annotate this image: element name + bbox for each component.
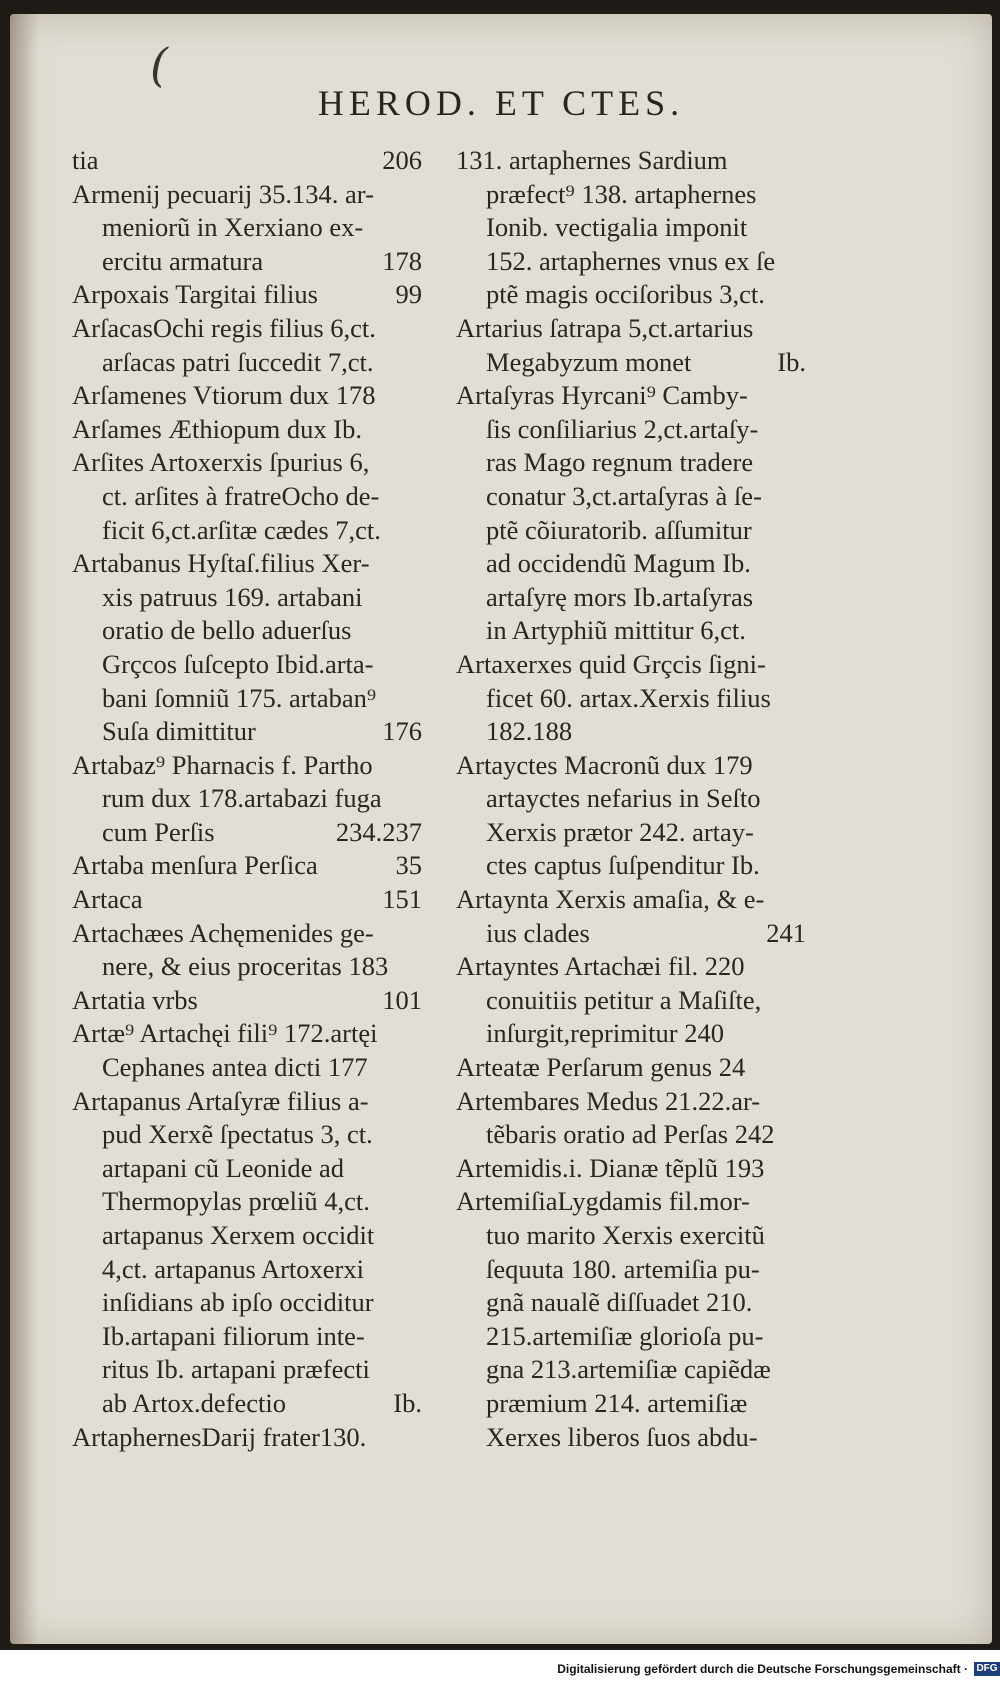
index-entry-line (456, 1421, 806, 1455)
book-page (10, 14, 992, 1644)
index-entry-text: Arſamenes Vtiorum dux 178 (72, 380, 376, 411)
running-title: HEROD. ET CTES. (317, 83, 685, 123)
index-entry-text: Artayntes Artachæi fil. 220 (456, 951, 745, 982)
index-entry-line (456, 480, 806, 514)
index-entry-line (72, 1017, 422, 1051)
index-entry-line (72, 1185, 422, 1219)
index-entry-line (456, 278, 806, 312)
index-entry-line (72, 581, 422, 615)
index-entry-text: ficet 60. artax.Xerxis filius (486, 682, 771, 713)
index-entry-line (72, 1219, 422, 1253)
index-entry-text: bani ſomniũ 175. artaban⁹ (102, 682, 377, 713)
index-entry-line (72, 614, 422, 648)
index-entry-text: xis patruus 169. artabani (102, 581, 363, 612)
index-entry-text: ArtemiſiaLygdamis fil.mor- (456, 1186, 750, 1217)
index-entry-line (72, 312, 422, 346)
index-entry-text: Arſames Æthiopum dux Ib. (72, 413, 362, 444)
index-entry-line (456, 211, 806, 245)
index-entry-line (456, 1017, 806, 1051)
index-entry-text: præfect⁹ 138. artaphernes (486, 178, 757, 209)
index-entry-text: ras Mago regnum tradere (486, 447, 754, 478)
index-entry-line (72, 682, 422, 716)
index-entry-line (72, 278, 422, 312)
index-entry-line (72, 178, 422, 212)
index-entry-line (456, 1085, 806, 1119)
index-entry-text: ptẽ magis occiſoribus 3,ct. (486, 279, 765, 310)
index-entry-line (72, 1152, 422, 1186)
index-entry-text: artayctes nefarius in Seſto (486, 783, 761, 814)
index-entry-line (456, 581, 806, 615)
index-entry-line (72, 144, 422, 178)
index-entry-line (456, 1353, 806, 1387)
index-entry-text: Arpoxais Targitai filius (72, 279, 318, 310)
index-entry-line (456, 245, 806, 279)
footer-credit (557, 1654, 1000, 1684)
index-entry-text: in Artyphiũ mittitur 6,ct. (486, 615, 746, 646)
index-entry-text: Artaſyras Hyrcani⁹ Camby- (456, 380, 748, 411)
index-entry-line (456, 413, 806, 447)
footer-credit-text: Digitalisierung gefördert durch die Deutsche Forschungsgemeinschaft · (557, 1662, 968, 1676)
index-entry-line (456, 917, 806, 951)
index-entry-text: Artemidis.i. Dianæ tẽplũ 193 (456, 1152, 765, 1183)
index-entry-line (456, 312, 806, 346)
index-entry-text: artapani cũ Leonide ad (102, 1152, 345, 1183)
index-page-number: 35 (395, 850, 422, 881)
index-entry-text: rum dux 178.artabazi fuga (102, 783, 382, 814)
index-entry-text: Artembares Medus 21.22.ar- (456, 1085, 761, 1116)
index-entry-line (456, 883, 806, 917)
index-entry-text: cum Perſis (102, 816, 215, 847)
index-entry-line (456, 1118, 806, 1152)
index-entry-text: gna 213.artemiſiæ capiẽdæ (486, 1354, 771, 1385)
index-page-number: 206 (382, 145, 422, 175)
index-entry-text: Ib.artapani filiorum inte- (102, 1320, 365, 1351)
index-entry-text: Artabanus Hyſtaſ.filius Xer- (72, 548, 370, 579)
index-column-right (456, 144, 806, 1454)
index-entry-line (72, 413, 422, 447)
index-entry-line (456, 1320, 806, 1354)
index-entry-text: inſidians ab ipſo occiditur (102, 1287, 374, 1318)
index-page-number: 176 (382, 716, 422, 747)
index-page-number: 234.237 (335, 816, 422, 847)
index-entry-text: Artarius ſatrapa 5,ct.artarius (456, 312, 754, 343)
index-entry-text: Xerxes liberos ſuos abdu- (486, 1421, 758, 1452)
index-entry-text: Ionib. vectigalia imponit (486, 212, 748, 243)
index-entry-text: ius clades (486, 917, 590, 948)
index-entry-text: meniorũ in Xerxiano ex- (102, 212, 364, 243)
index-entry-line (72, 245, 422, 279)
index-entry-line (72, 849, 422, 883)
index-entry-text: ritus Ib. artapani præfecti (102, 1354, 370, 1385)
index-entry-line (72, 1118, 422, 1152)
index-entry-line (456, 849, 806, 883)
index-entry-text: Artapanus Artaſyræ filius a- (72, 1085, 369, 1116)
margin-mark: ( (150, 38, 168, 92)
index-entry-line (72, 480, 422, 514)
index-entry-text: ab Artox.defectio (102, 1387, 286, 1418)
index-entry-text: 215.artemiſiæ glorioſa pu- (486, 1320, 764, 1351)
index-entry-text: Artaynta Xerxis amaſia, & e- (456, 884, 765, 915)
index-entry-text: pud Xerxẽ ſpectatus 3, ct. (102, 1119, 373, 1150)
index-page-number: 241 (766, 917, 806, 948)
index-entry-text: ad occidendũ Magum Ib. (486, 548, 751, 579)
index-entry-text: inſurgit,reprimitur 240 (486, 1018, 724, 1049)
index-entry-text: Suſa dimittitur (102, 716, 256, 747)
index-entry-text: ercitu armatura (102, 245, 264, 276)
index-entry-text: gnã naualẽ diſſuadet 210. (486, 1287, 753, 1318)
index-entry-text: ſis conſiliarius 2,ct.artaſy- (486, 413, 759, 444)
index-entry-text: Artachæes Achęmenides ge- (72, 917, 374, 948)
index-entry-line (72, 917, 422, 951)
index-entry-text: conatur 3,ct.artaſyras à ſe- (486, 480, 762, 511)
index-entry-text: Cephanes antea dicti 177 (102, 1052, 368, 1083)
index-entry-line (456, 782, 806, 816)
index-entry-text: Arſites Artoxerxis ſpurius 6, (72, 447, 370, 478)
index-entry-line (72, 715, 422, 749)
index-entry-text: Artaca (72, 884, 143, 915)
index-page-number: Ib. (393, 1387, 422, 1418)
index-entry-line (72, 379, 422, 413)
index-entry-line (456, 1185, 806, 1219)
index-entry-line (456, 648, 806, 682)
index-entry-text: ſequuta 180. artemiſia pu- (486, 1253, 760, 1284)
index-entry-line (72, 1253, 422, 1287)
index-entry-line (72, 1353, 422, 1387)
index-entry-line (456, 950, 806, 984)
index-entry-text: tia (72, 145, 99, 175)
index-entry-line (72, 1320, 422, 1354)
index-entry-text: nere, & eius proceritas 183 (102, 951, 389, 982)
index-entry-line (456, 1051, 806, 1085)
index-entry-text: Artaxerxes quid Grçcis ſigni- (456, 648, 766, 679)
index-entry-text: Artaba menſura Perſica (72, 850, 318, 881)
index-entry-line (456, 446, 806, 480)
index-entry-line (72, 1421, 422, 1455)
index-entry-line (72, 984, 422, 1018)
index-entry-line (456, 547, 806, 581)
index-page-number: 178 (382, 245, 422, 276)
index-entry-line (456, 379, 806, 413)
index-entry-line (456, 1219, 806, 1253)
page-edge-stain (10, 14, 38, 1644)
index-entry-text: ficit 6,ct.arſitæ cædes 7,ct. (102, 514, 381, 545)
index-entry-text: tuo marito Xerxis exercitũ (486, 1220, 765, 1250)
index-entry-text: Artabaz⁹ Pharnacis f. Partho (72, 749, 373, 780)
index-page-number: 99 (395, 279, 422, 310)
index-page-number: 151 (382, 884, 422, 915)
index-entry-line (456, 682, 806, 716)
index-entry-line (72, 514, 422, 548)
index-entry-line (72, 1085, 422, 1119)
index-entry-text: ctes captus ſuſpenditur Ib. (486, 850, 760, 881)
index-entry-line (456, 816, 806, 850)
index-entry-line (72, 816, 422, 850)
index-entry-line (72, 648, 422, 682)
index-page-number: Ib. (777, 346, 806, 377)
index-entry-line (456, 749, 806, 783)
index-entry-text: oratio de bello aduerſus (102, 615, 352, 646)
index-entry-line (72, 1051, 422, 1085)
index-entry-line (456, 1387, 806, 1421)
index-entry-text: ArſacasOchi regis filius 6,ct. (72, 312, 376, 343)
index-entry-line (456, 1152, 806, 1186)
index-page-number: 101 (382, 984, 422, 1015)
index-entry-line (72, 1286, 422, 1320)
dfg-logo: DFG (974, 1662, 1000, 1676)
index-entry-text: tẽbaris oratio ad Perſas 242 (486, 1119, 775, 1150)
index-entry-line (456, 178, 806, 212)
index-entry-text: Artayctes Macronũ dux 179 (456, 749, 753, 780)
index-entry-line (72, 211, 422, 245)
index-entry-line (72, 1387, 422, 1421)
index-entry-line (456, 1253, 806, 1287)
index-entry-line (72, 749, 422, 783)
index-entry-text: Megabyzum monet (486, 346, 692, 377)
index-entry-line (456, 346, 806, 380)
index-entry-line (456, 984, 806, 1018)
index-entry-line (72, 446, 422, 480)
index-entry-line (456, 715, 806, 749)
index-entry-text: 182.188 (486, 716, 573, 747)
index-entry-line (456, 1286, 806, 1320)
index-entry-text: arſacas patri ſuccedit 7,ct. (102, 346, 374, 377)
index-entry-line (72, 883, 422, 917)
index-entry-text: Artatia vrbs (72, 984, 198, 1015)
index-column-left (72, 144, 422, 1454)
index-entry-text: artapanus Xerxem occidit (102, 1220, 375, 1250)
index-entry-line (72, 782, 422, 816)
index-entry-line (456, 144, 806, 178)
index-entry-line (72, 346, 422, 380)
index-entry-text: ArtaphernesDarij frater130. (72, 1421, 367, 1452)
index-entry-text: 131. artaphernes Sardium (456, 145, 728, 175)
index-entry-text: ptẽ cõiuratorib. aſſumitur (486, 514, 752, 545)
index-entry-text: Grçcos ſuſcepto Ibid.arta- (102, 648, 374, 679)
index-entry-text: Arteatæ Perſarum genus 24 (456, 1052, 746, 1083)
index-entry-line (72, 950, 422, 984)
index-entry-line (72, 547, 422, 581)
index-entry-line (456, 514, 806, 548)
index-entry-text: ct. arſites à fratreOcho de- (102, 480, 380, 511)
index-entry-text: præmium 214. artemiſiæ (486, 1387, 748, 1418)
index-entry-text: 152. artaphernes vnus ex ſe (486, 245, 776, 276)
index-entry-text: Armenij pecuarij 35.134. ar- (72, 178, 374, 209)
index-entry-text: Thermopylas prœliũ 4,ct. (102, 1186, 370, 1217)
index-entry-text: conuitiis petitur a Maſiſte, (486, 984, 762, 1015)
index-entry-text: 4,ct. artapanus Artoxerxi (102, 1253, 364, 1284)
index-entry-text: artaſyrę mors Ib.artaſyras (486, 581, 754, 612)
index-entry-text: Artæ⁹ Artachęi fili⁹ 172.artęi (72, 1018, 378, 1049)
index-entry-line (456, 614, 806, 648)
index-entry-text: Xerxis prætor 242. artay- (486, 816, 754, 847)
